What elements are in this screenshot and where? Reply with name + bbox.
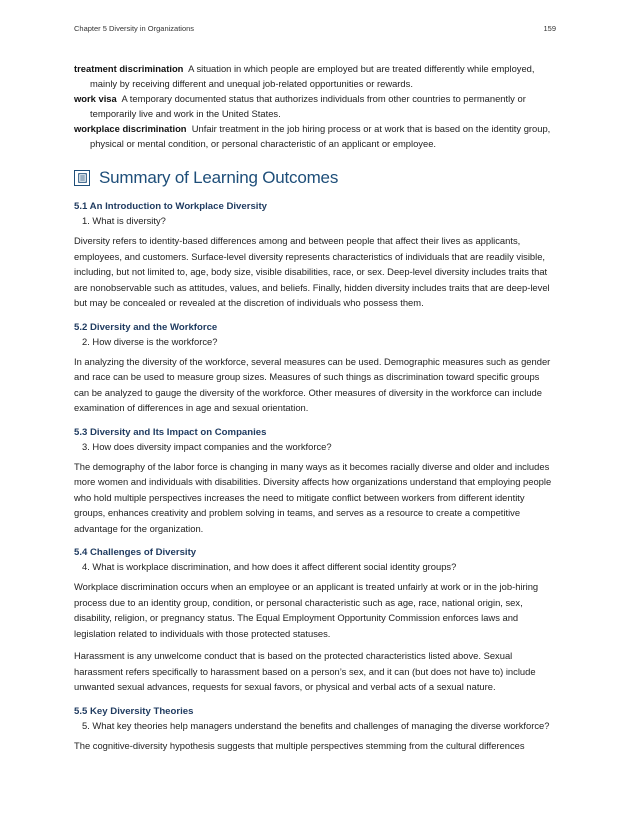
glossary-entry xyxy=(74,61,556,91)
summary-heading xyxy=(74,168,556,188)
glossary-term: workplace discrimination xyxy=(74,123,187,134)
page-content xyxy=(74,61,556,753)
section-heading: 5.3 Diversity and Its Impact on Companies xyxy=(74,426,267,438)
section-heading: 5.4 Challenges of Diversity xyxy=(74,547,197,558)
document-icon xyxy=(74,170,90,186)
section-paragraph: Harassment is any unwelcome conduct that is based on the protected characteristics listed above. Sexual harassment refers specifically to harassment based on a person’s sex, and it can (but does not have to) include unwanted sexual advances, requests for sexual favors, or physical and verbal acts of a sexual nature. xyxy=(74,650,536,692)
section-heading: 5.5 Key Diversity Theories xyxy=(74,705,194,717)
review-question: 3. How does diversity impact companies and the workforce? xyxy=(82,440,332,452)
glossary-definition: A situation in which people are employed but are treated differently while employed, mainly by receiving different and unequal job-related opportunities or rewards. xyxy=(90,63,535,89)
glossary-term: work visa xyxy=(74,93,117,104)
page-number: 159 xyxy=(543,24,556,33)
chapter-title: Chapter 5 Diversity in Organizations xyxy=(74,24,195,33)
review-question: 4. What is workplace discrimination, and how does it affect different social identity groups? xyxy=(82,561,457,572)
section-paragraph: In analyzing the diversity of the workforce, several measures can be used. Demographic measures such as gender and race can be used to measure group sizes. Measures of such things as discrimination toward specific groups can be analyzed to gauge the diversity of the workforce. Other measures of diversity in the workforce can include examination of differences in age and sexual orientation. xyxy=(74,355,551,413)
review-question: 2. How diverse is the workforce? xyxy=(82,335,218,347)
section-heading: 5.1 An Introduction to Workplace Diversity xyxy=(74,201,267,212)
section-5-3 xyxy=(74,426,556,537)
section-paragraph: Workplace discrimination occurs when an employee or an applicant is treated unfairly at work or in the job-hiring process due to an identity group, condition, or personal characteristic such as age, race, national origin, sex, disability, religion, or pregnancy status. The Equal Employment Opportunity Commission enforces laws and legislation related to individuals with those protected statuses. xyxy=(74,581,539,639)
page-header xyxy=(74,24,556,33)
section-paragraph: The demography of the labor force is changing in many ways as it becomes racially diverse and older and includes more women and individuals with disabilities. Diversity affects how organizations understand that employing people who hold multiple perspectives increases the need to mitigate conflict between workers from different identity groups, enhances creativity and problem solving in teams, and serves as a resource to create a competitive advantage for the organization. xyxy=(74,460,552,534)
glossary-definition: A temporary documented status that authorizes individuals from other countries to permanently or temporarily live and work in the United States. xyxy=(90,93,526,119)
section-heading: 5.2 Diversity and the Workforce xyxy=(74,321,218,333)
section-5-2 xyxy=(74,321,556,416)
section-paragraph: Diversity refers to identity-based differences among and between people that affect their lives as applicants, employees, and customers. Surface-level diversity represents characteristics of individuals that are readily visible, including, but not limited to, age, body size, visible disabilities, race, or sex. Deep-level diversity includes traits that are nonobservable such as attitudes, values, and beliefs. Finally, hidden diversity includes traits that are deep-level but may be concealed or revealed at the discretion of individuals who possess them. xyxy=(74,235,550,308)
section-5-5 xyxy=(74,705,556,754)
section-5-4 xyxy=(74,546,556,695)
section-5-1 xyxy=(74,200,556,311)
glossary-entry xyxy=(74,91,556,121)
glossary-entry xyxy=(74,121,556,151)
glossary-definition: Unfair treatment in the job hiring process or at work that is based on the identity group, physical or mental condition, or personal characteristic of an applicant or employee. xyxy=(90,123,551,149)
review-question: 1. What is diversity? xyxy=(82,215,166,226)
summary-title: Summary of Learning Outcomes xyxy=(99,168,339,187)
glossary-term: treatment discrimination xyxy=(74,63,184,74)
review-question: 5. What key theories help managers understand the benefits and challenges of managing the diverse workforce? xyxy=(82,719,550,731)
section-paragraph: The cognitive-diversity hypothesis suggests that multiple perspectives stemming from the cultural differences xyxy=(74,739,525,751)
